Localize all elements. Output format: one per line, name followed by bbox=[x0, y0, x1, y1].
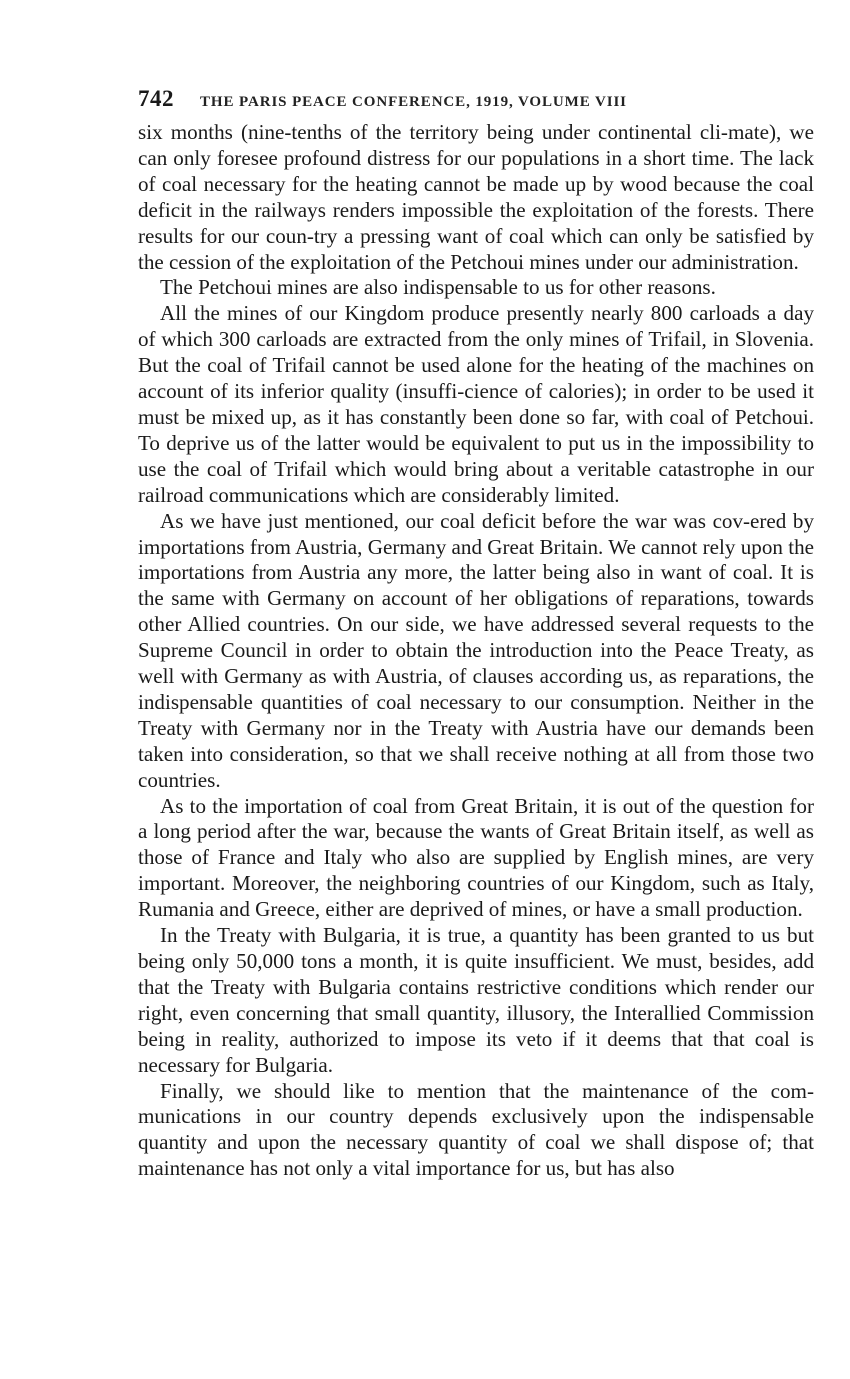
running-header bbox=[138, 86, 814, 116]
document-page bbox=[138, 86, 814, 1182]
paragraph: In the Treaty with Bulgaria, it is true, a quantity has been granted to us but being only 50,000 tons a month, it is quite insufficient. We must, besides, add that the Treaty with Bulgaria contains restrictive conditions which render our right, even concerning that small quantity, illusory, the Interallied Commission being in reality, authorized to impose its veto if it deems that that coal is necessary for Bulgaria. bbox=[138, 923, 814, 1077]
body-text bbox=[138, 120, 814, 1182]
page-number: 742 bbox=[138, 86, 174, 111]
paragraph: six months (nine-tenths of the territory being under continental cli-mate), we can only foresee profound distress for our populations in a short time. The lack of coal necessary for the heating cannot be made up by wood because the coal deficit in the railways renders impossible the exploitation of the forests. There results for our coun-try a pressing want of coal which can only be satisfied by the cession of the exploitation of the Petchoui mines under our administration. bbox=[138, 120, 814, 274]
paragraph: Finally, we should like to mention that the maintenance of the com-munications in our country depends exclusively upon the indispensable quantity and upon the necessary quantity of coal we shall dispose of; that maintenance has not only a vital importance for us, but has also bbox=[138, 1078, 814, 1181]
paragraph: The Petchoui mines are also indispensable to us for other reasons. bbox=[160, 275, 716, 300]
running-title: THE PARIS PEACE CONFERENCE, 1919, VOLUME VIII bbox=[200, 94, 627, 110]
paragraph: As we have just mentioned, our coal deficit before the war was cov-ered by importations from Austria, Germany and Great Britain. We cannot rely upon the importations from Austria any more, the latter being also in want of coal. It is the same with Germany on account of her obligations of reparations, towards other Allied countries. On our side, we have addressed several requests to the Supreme Council in order to obtain the introduction into the Peace Treaty, as well with Germany as with Austria, of clauses according us, as reparations, the indispensable quantities of coal necessary to our consumption. Neither in the Treaty with Germany nor in the Treaty with Austria have our demands been taken into consideration, so that we shall receive nothing at all from those two countries. bbox=[138, 508, 814, 792]
paragraph: As to the importation of coal from Great Britain, it is out of the question for a long period after the war, because the wants of Great Britain itself, as well as those of France and Italy who also are supplied by English mines, are very important. Moreover, the neighboring countries of our Kingdom, such as Italy, Rumania and Greece, either are deprived of mines, or have a small production. bbox=[138, 793, 814, 922]
paragraph: All the mines of our Kingdom produce presently nearly 800 carloads a day of which 300 carloads are extracted from the only mines of Trifail, in Slovenia. But the coal of Trifail cannot be used alone for the heating of the machines on account of its inferior quality (insuffi-cience of calories); in order to be used it must be mixed up, as it has constantly been done so far, with coal of Petchoui. To deprive us of the latter would be equivalent to put us in the impossibility to use the coal of Trifail which would bring about a veritable catastrophe in our railroad communications which are considerably limited. bbox=[138, 301, 814, 507]
